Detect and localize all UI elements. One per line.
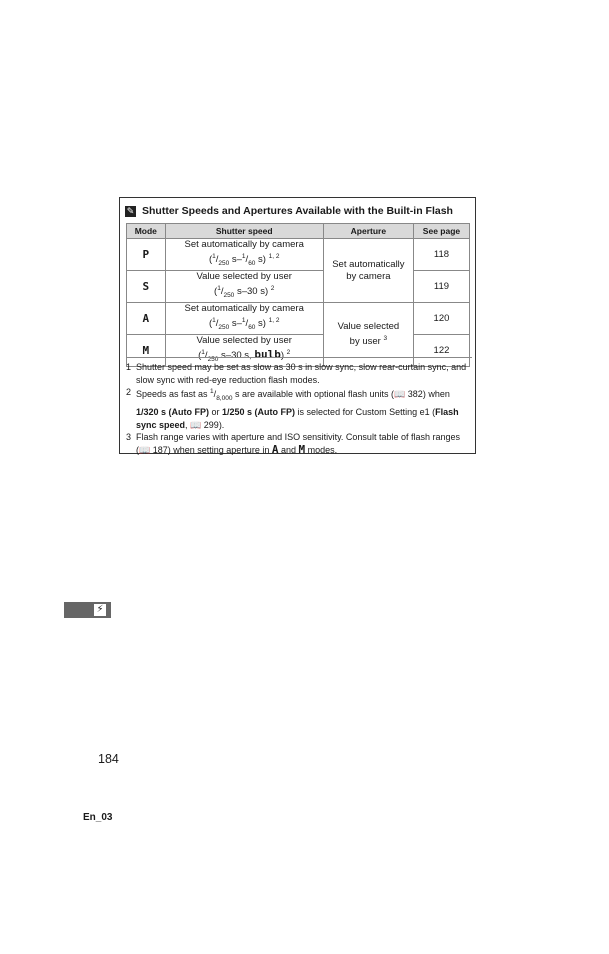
shutter-range: ($^1/_{250}$ $s-^1/_{60}$ s) $^{1, 2}$ [208,253,280,268]
book-ref-icon: 📖 [190,419,202,430]
mode-cell: A [127,303,166,335]
aperture-text-line2 [324,333,413,348]
aperture-text-line1: Set automatically [332,258,405,270]
box-title-text: Shutter Speeds and Apertures Available with the Built-in Flash [142,205,453,217]
shutter-cell [165,239,323,271]
footnote-number: 3 [126,432,132,443]
mode-cell: M [127,335,166,367]
header-see-page: See page [413,224,469,239]
aperture-text-line2-text: by user [349,336,381,348]
aperture-text-line2: by camera [346,270,391,282]
shutter-text: Set automatically by camera [184,239,304,250]
footnotes [126,357,472,457]
book-ref-icon: 📖 [394,389,406,400]
shutter-text: Value selected by user [196,271,292,283]
pencil-note-icon: ✎ [126,205,135,216]
table-row [127,271,470,303]
page-cell: 119 [413,271,469,303]
footnote-2 [126,386,472,431]
page-cell: 122 [413,335,469,367]
flash-icon: ⚡ [94,604,106,616]
footnote-number: 2 [126,387,132,398]
footnote-text: Shutter speed may be set as slow as 30 s in slow sync, slow rear-curtain sync, and slow sync with red-eye reduction flash modes. [136,362,467,385]
shutter-text: Set automatically by camera [184,303,304,315]
footnote-number: 1 [126,362,132,372]
shutter-cell [165,303,323,335]
table-row [127,303,470,335]
footnote-3 [126,431,472,456]
aperture-text-line1: Value selected [337,321,400,333]
footnote-1 [126,361,472,386]
shutter-range: ($^1/_{250}$ $s-^1/_{60}$ s) $^{1, 2}$ [208,317,280,332]
header-aperture: Aperture [323,224,413,239]
shutter-cell [165,271,323,303]
shutter-text: Value selected by user [196,335,292,347]
header-shutter-speed: Shutter speed [165,224,323,239]
footnote-text: Speeds as fast as $^1/_{8,000}$ s are available with optional flash units (📖 382) when 1/320 s (Auto FP) or 1/250 s (Auto FP) is selected for Custom Setting e1 (Flash sync speed, 📖 299). [136,388,459,430]
chapter-tab [64,602,111,618]
mode-cell: P [127,239,166,271]
table-header-row [127,224,470,239]
info-box [119,197,476,457]
box-title [125,202,470,220]
footer-code: En_03 [83,812,113,823]
page-cell: 120 [413,303,469,335]
page-cell: 118 [413,239,469,271]
shutter-range: ($^1/_{250}$ s–30 s, bulb) $^2$ [198,348,291,364]
header-mode: Mode [127,224,166,239]
shutter-aperture-table [126,223,470,367]
footnote-text: Flash range varies with aperture and ISO sensitivity. Consult table of flash ranges (📖 187) when setting aperture in A and M modes. [136,432,460,457]
page-number: 184 [98,752,119,766]
book-ref-icon: 📖 [139,445,151,456]
aperture-cell [323,239,413,303]
shutter-range: ($^1/_{250}$ s–30 s) $^2$ [214,285,275,300]
table-row [127,239,470,271]
aperture-footnote-ref: 3 [383,335,388,343]
mode-cell: S [127,271,166,303]
